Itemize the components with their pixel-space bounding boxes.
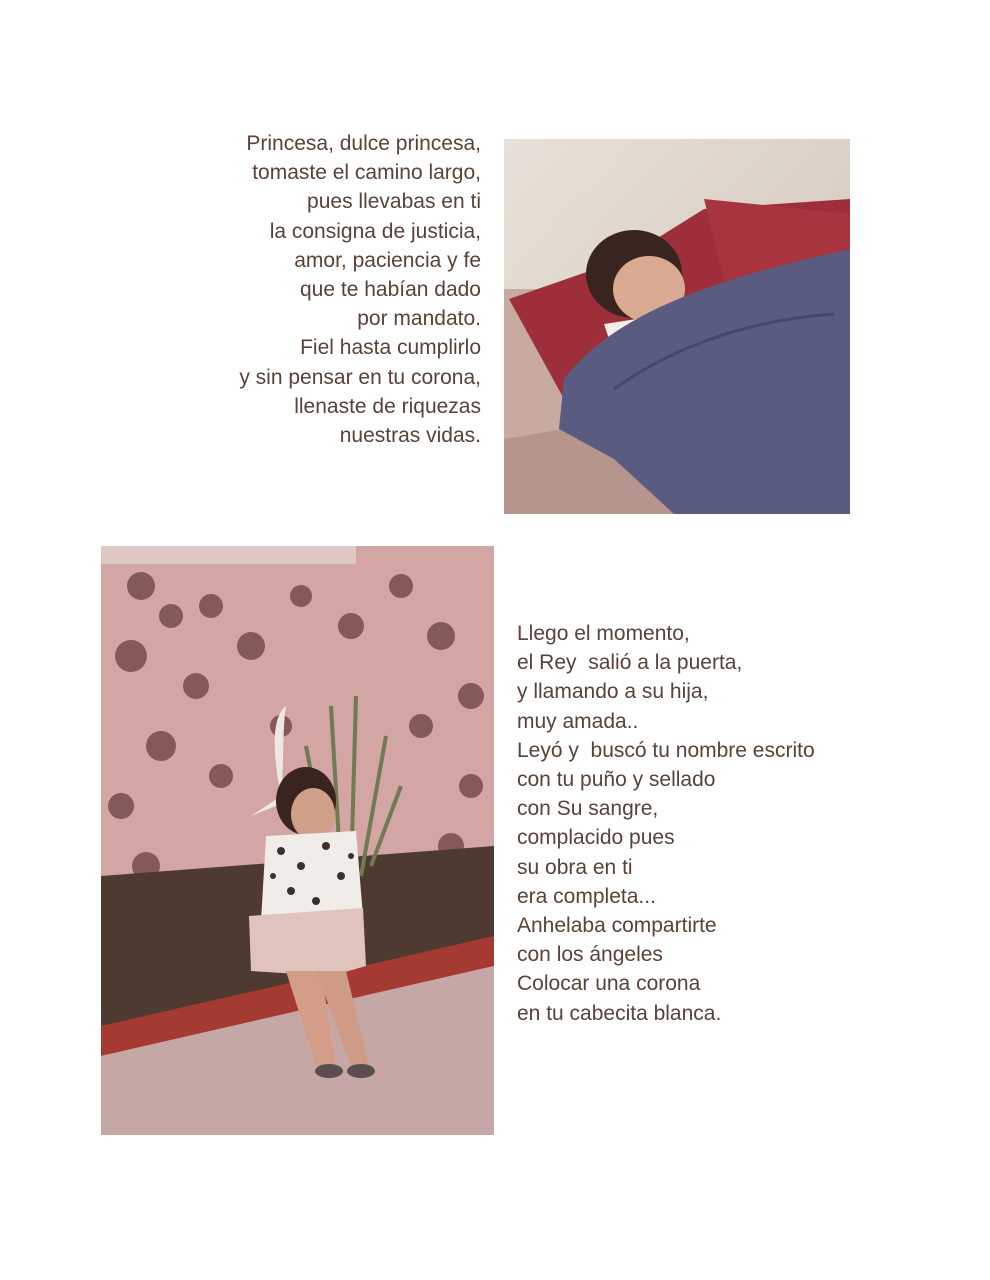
poem-line: su obra en ti xyxy=(517,855,633,879)
photo-seated-woman-garden xyxy=(101,546,494,1135)
poem-line: amor, paciencia y fe xyxy=(294,248,481,272)
poem-line: Leyó y buscó tu nombre escrito xyxy=(517,738,815,762)
poem-line: el Rey salió a la puerta, xyxy=(517,651,743,675)
photo-sleeping-woman xyxy=(504,139,850,514)
poem-line: Colocar una corona xyxy=(517,972,701,996)
poem-line: llenaste de riquezas xyxy=(294,394,481,418)
poem-line: y llamando a su hija, xyxy=(517,680,709,704)
poem-line: con los ángeles xyxy=(517,943,663,967)
poem-line: la consigna de justicia, xyxy=(269,219,481,243)
poem-line: era completa... xyxy=(517,884,656,908)
poem-line: que te habían dado xyxy=(299,278,481,302)
poem-line: Llego el momento, xyxy=(517,622,690,645)
poem-line: Princesa, dulce princesa, xyxy=(246,132,481,155)
poem-line: Fiel hasta cumplirlo xyxy=(300,336,481,360)
poem-line: Anhelaba compartirte xyxy=(517,914,717,938)
poem-stanza-bottom xyxy=(517,619,815,1028)
poem-line: y sin pensar en tu corona, xyxy=(239,365,481,389)
poem-line: con Su sangre, xyxy=(517,797,659,821)
poem-line: complacido pues xyxy=(517,826,675,850)
poem-line: tomaste el camino largo, xyxy=(252,161,481,185)
poem-line: pues llevabas en ti xyxy=(307,190,481,214)
poem-line: en tu cabecita blanca. xyxy=(517,1001,722,1025)
poem-line: con tu puño y sellado xyxy=(517,768,716,792)
poem-line: nuestras vidas. xyxy=(339,424,481,448)
poem-line: por mandato. xyxy=(357,307,481,331)
poem-stanza-top xyxy=(239,129,481,450)
poem-line: muy amada.. xyxy=(517,709,639,733)
